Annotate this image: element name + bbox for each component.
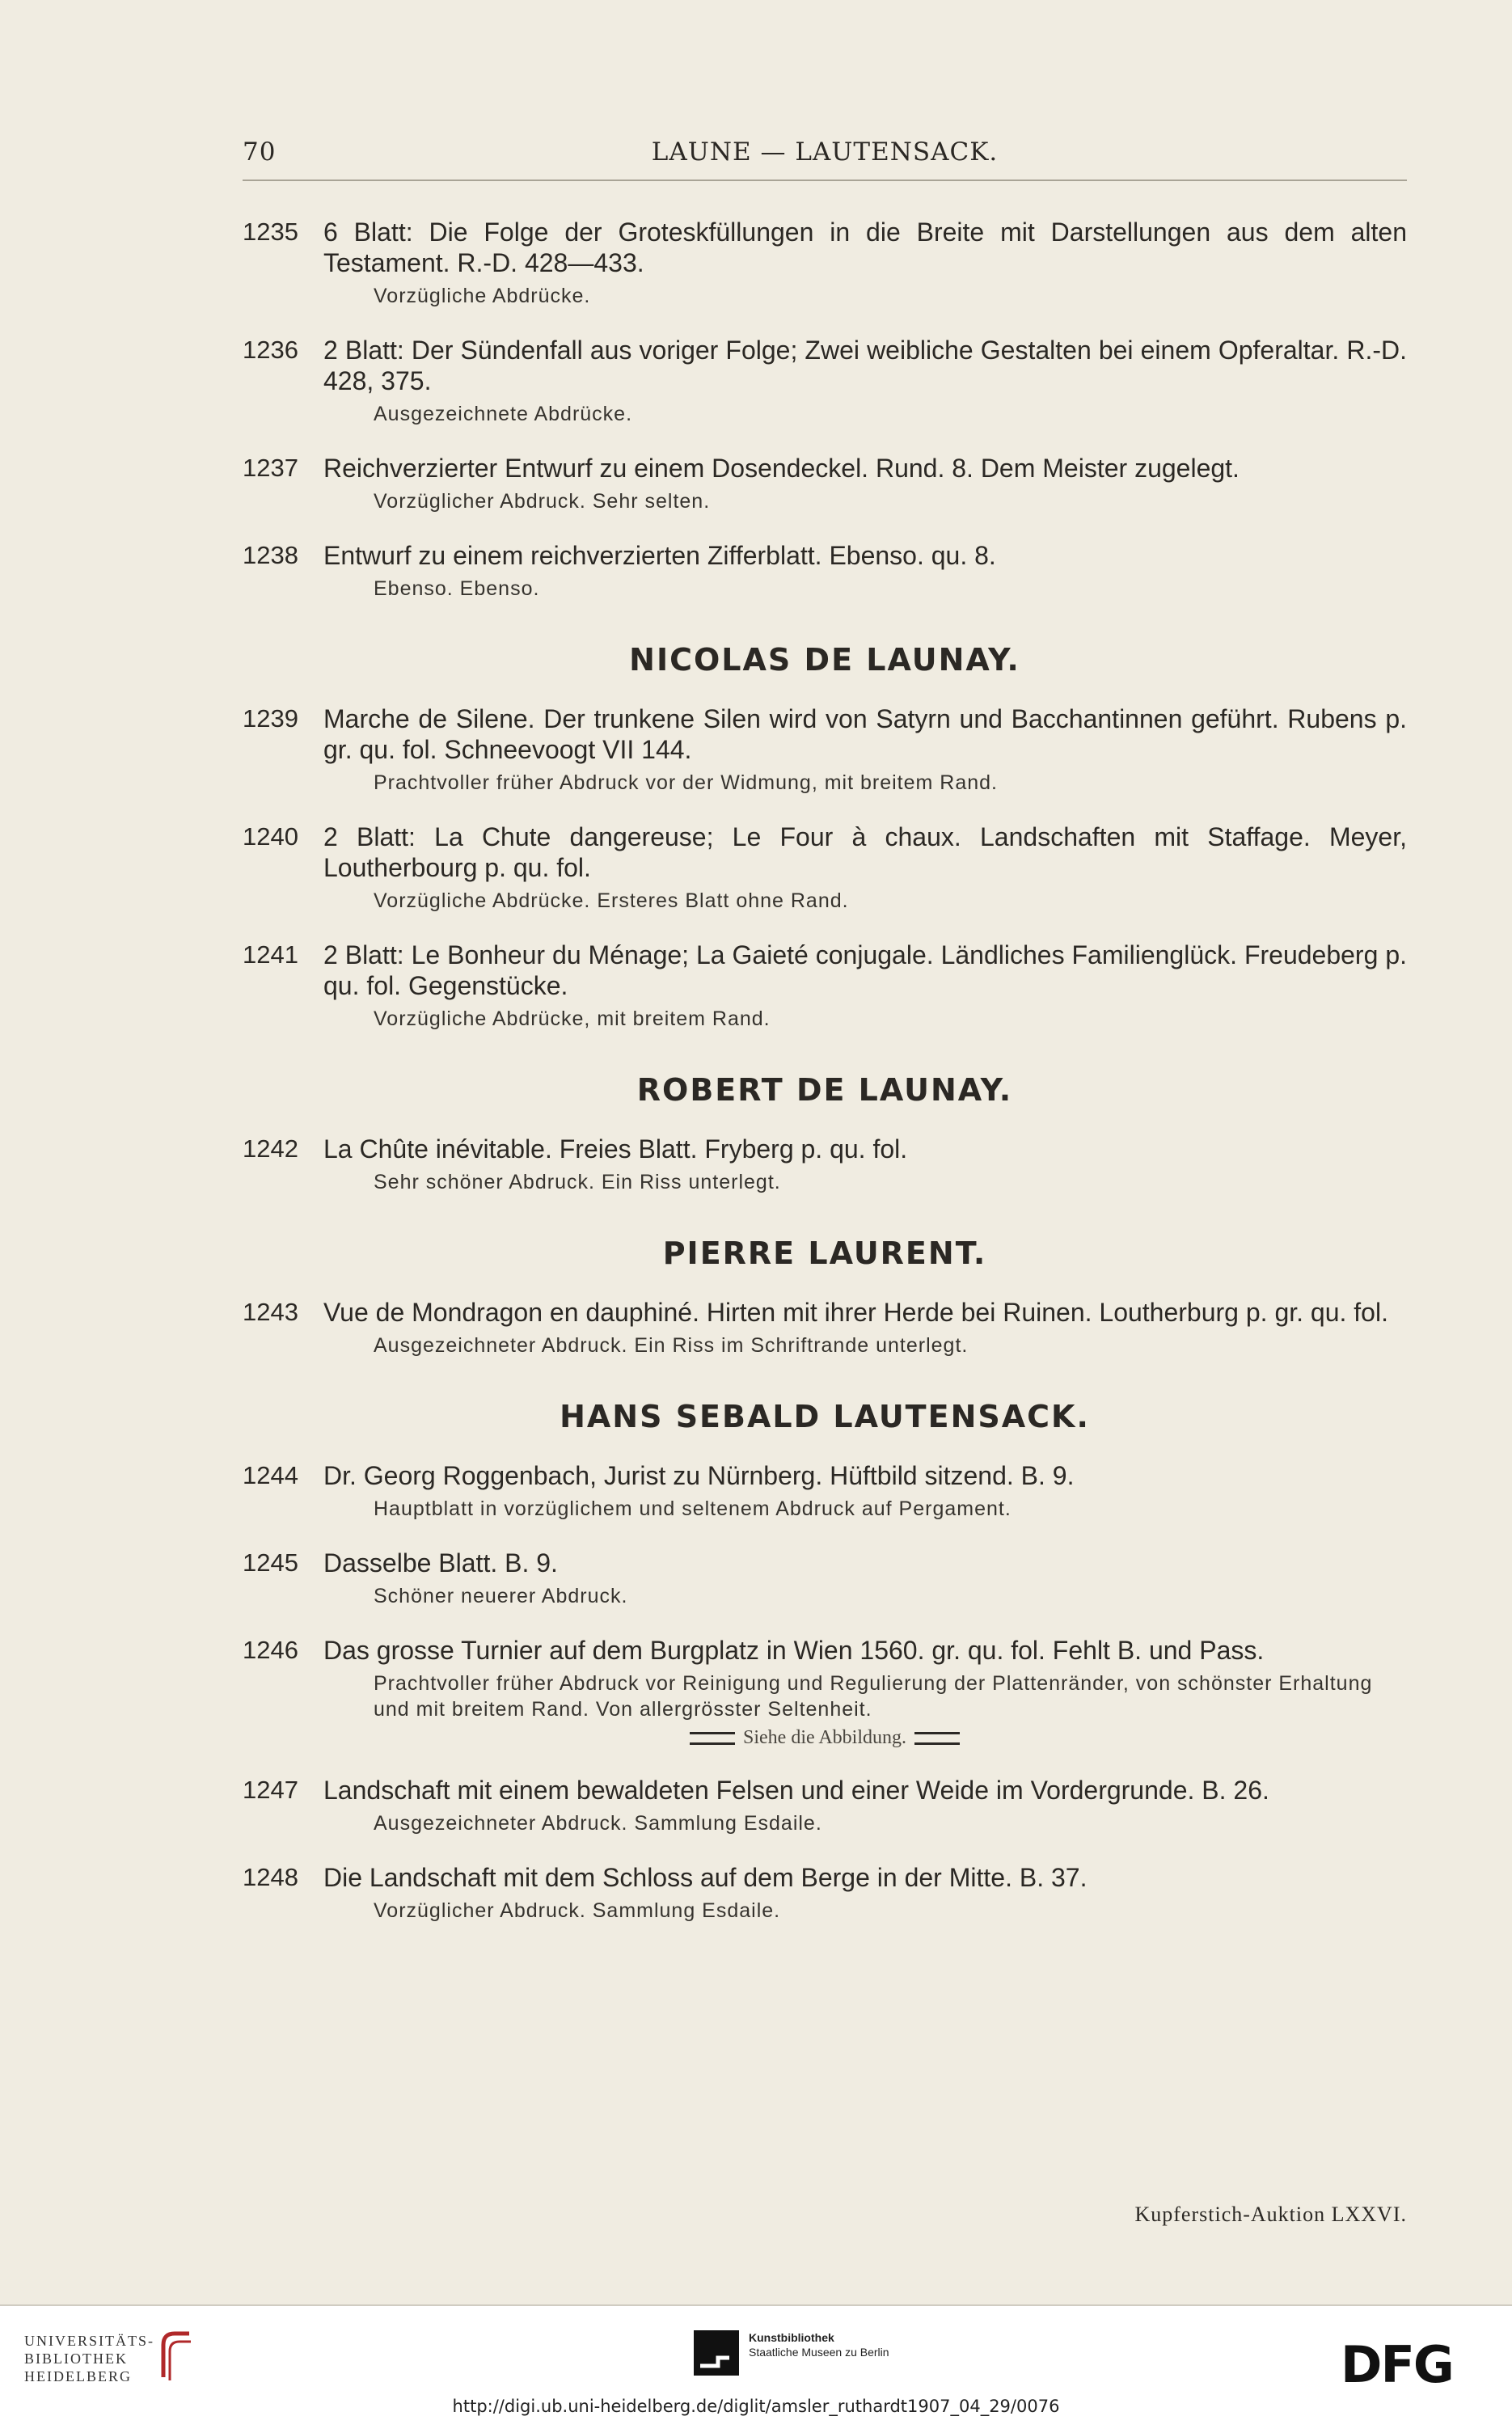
catalog-entry [243,1134,1407,1195]
lot-condition-note: Ausgezeichneter Abdruck. Ein Riss im Schriftrande unterlegt. [374,1334,969,1357]
lot-description: Dasselbe Blatt. B. 9. [323,1548,558,1578]
lot-number: 1246 [243,1636,298,1664]
header-rule [243,180,1407,181]
figure-reference-text: Siehe die Abbildung. [743,1727,906,1748]
lot-description: Das grosse Turnier auf dem Burgplatz in Wien 1560. gr. qu. fol. Fehlt B. und Pass. [323,1636,1265,1665]
catalog-entry [243,940,1407,1032]
lot-number: 1248 [243,1863,298,1891]
university-logo-icon[interactable] [158,2329,194,2385]
double-rule-icon [914,1732,960,1745]
lot-number: 1247 [243,1776,298,1804]
lot-description: Entwurf zu einem reichverzierten Zifferblatt. Ebenso. qu. 8. [323,541,996,570]
lot-number: 1239 [243,704,298,733]
page-number: 70 [243,137,277,167]
lot-condition-note: Vorzügliche Abdrücke, mit breitem Rand. [374,1007,771,1030]
catalog-entry [243,335,1407,427]
lot-description: 2 Blatt: Der Sündenfall aus voriger Folge; Zwei weibliche Gestalten bei einem Opferaltar. R.-D. 428, 375. [323,336,1407,395]
lot-number: 1236 [243,336,298,364]
lot-condition-note: Ebenso. Ebenso. [374,577,540,600]
kunstbibliothek-label [749,2330,889,2359]
catalog-entry [243,1548,1407,1609]
university-line-1: UNIVERSITÄTS- [24,2333,154,2349]
catalog-entry [243,822,1407,914]
kb-title: Kunstbibliothek [749,2331,834,2344]
artist-heading: PIERRE LAURENT. [662,1235,987,1271]
double-rule-icon [690,1732,735,1745]
lot-number: 1242 [243,1134,298,1163]
catalog-entry [243,217,1407,309]
lot-condition-note: Ausgezeichnete Abdrücke. [374,403,633,425]
lot-number: 1243 [243,1298,298,1326]
catalog-entry [243,453,1407,514]
lot-condition-note: Vorzüglicher Abdruck. Sammlung Esdaile. [374,1899,781,1922]
artist-heading: ROBERT DE LAUNAY. [636,1072,1013,1108]
catalog-entry [243,1862,1407,1924]
catalog-entry [243,703,1407,796]
lot-number: 1244 [243,1461,298,1489]
lot-number: 1241 [243,940,298,969]
lot-description: 2 Blatt: Le Bonheur du Ménage; La Gaieté conjugale. Ländliches Familienglück. Freudeberg p. qu. fol. Gegenstücke. [323,940,1407,1000]
lot-description: 6 Blatt: Die Folge der Groteskfüllungen in die Breite mit Darstellungen aus dem alten Testament. R.-D. 428—433. [323,218,1407,277]
figure-reference [243,1727,1407,1749]
lot-description: La Chûte inévitable. Freies Blatt. Fryberg p. qu. fol. [323,1134,908,1164]
lot-number: 1245 [243,1548,298,1577]
catalog-entry [243,1297,1407,1358]
lot-description: 2 Blatt: La Chute dangereuse; Le Four à chaux. Landschaften mit Staffage. Meyer, Loutherbourg p. qu. fol. [323,822,1407,882]
running-title: LAUNE — LAUTENSACK. [651,137,999,167]
university-library-label[interactable] [24,2332,154,2385]
lot-description: Vue de Mondragon en dauphiné. Hirten mit ihrer Herde bei Ruinen. Loutherburg p. gr. qu. fol. [323,1298,1388,1327]
lot-condition-note: Ausgezeichneter Abdruck. Sammlung Esdaile. [374,1812,822,1835]
lot-number: 1238 [243,541,298,569]
lot-condition-note: Hauptblatt in vorzüglichem und seltenem Abdruck auf Pergament. [374,1497,1012,1520]
university-line-3: HEIDELBERG [24,2368,132,2384]
source-url[interactable]: http://digi.ub.uni-heidelberg.de/diglit/amsler_ruthardt1907_04_29/0076 [452,2397,1060,2416]
catalog-content [243,217,1407,1949]
lot-description: Die Landschaft mit dem Schloss auf dem Berge in der Mitte. B. 37. [323,1863,1088,1892]
lot-condition-note: Vorzügliche Abdrücke. Ersteres Blatt ohne Rand. [374,889,849,912]
artist-heading: HANS SEBALD LAUTENSACK. [560,1399,1090,1434]
dfg-text: DFG [1341,2338,1453,2387]
kb-subtitle: Staatliche Museen zu Berlin [749,2346,889,2359]
university-line-2: BIBLIOTHEK [24,2351,128,2367]
lot-description: Dr. Georg Roggenbach, Jurist zu Nürnberg. Hüftbild sitzend. B. 9. [323,1461,1075,1490]
lot-condition-note: Prachtvoller früher Abdruck vor der Widmung, mit breitem Rand. [374,771,998,794]
lot-number: 1237 [243,454,298,482]
lot-condition-note: Vorzügliche Abdrücke. [374,285,591,307]
lot-condition-note: Sehr schöner Abdruck. Ein Riss unterlegt. [374,1171,781,1193]
catalog-entry [243,540,1407,602]
lot-condition-note: Schöner neuerer Abdruck. [374,1585,628,1607]
lot-number: 1235 [243,218,298,246]
lot-condition-note: Prachtvoller früher Abdruck vor Reinigung und Regulierung der Plattenränder, von schönster Erhaltung und mit breitem Rand. Von allergrösster Seltenheit. [374,1672,1373,1721]
catalog-entry [243,1460,1407,1522]
page-header [243,137,1407,173]
catalog-entry [243,1775,1407,1836]
viewer-footer [0,2304,1512,2416]
lot-number: 1240 [243,822,298,851]
lot-description: Marche de Silene. Der trunkene Silen wird von Satyrn und Bacchantinnen geführt. Rubens p. gr. qu. fol. Schneevoogt VII 144. [323,704,1407,764]
lot-description: Landschaft mit einem bewaldeten Felsen und einer Weide im Vordergrunde. B. 26. [323,1776,1269,1805]
artist-heading: NICOLAS DE LAUNAY. [629,642,1020,678]
dfg-logo[interactable] [1337,2338,1491,2387]
catalog-footer-note: Kupferstich-Auktion LXXVI. [1134,2203,1407,2226]
catalog-entry [243,1635,1407,1749]
lot-description: Reichverzierter Entwurf zu einem Dosendeckel. Rund. 8. Dem Meister zugelegt. [323,454,1240,483]
kunstbibliothek-logo-icon[interactable] [694,2330,739,2376]
lot-condition-note: Vorzüglicher Abdruck. Sehr selten. [374,490,711,513]
